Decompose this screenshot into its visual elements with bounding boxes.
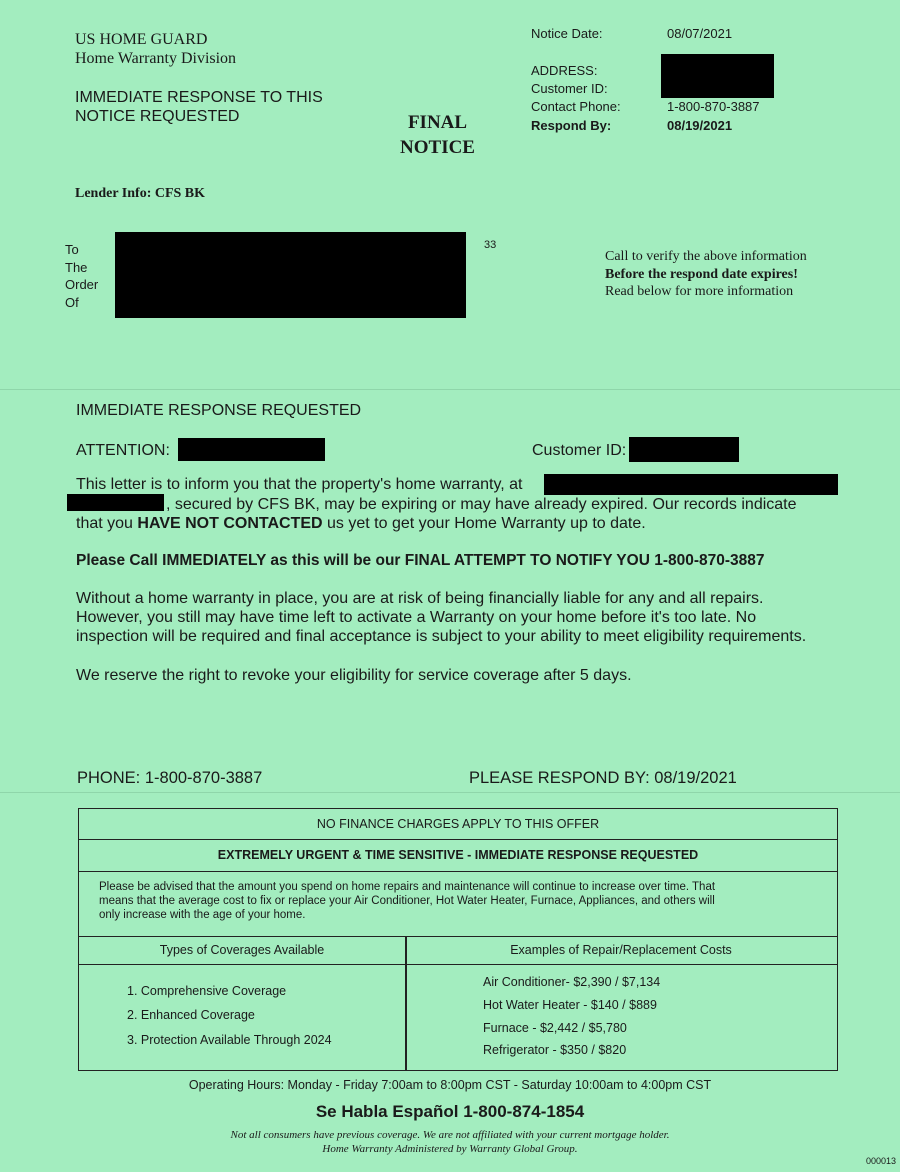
disclaimer bbox=[0, 1128, 900, 1156]
redacted-payee bbox=[115, 232, 466, 318]
respond-by-footer: PLEASE RESPOND BY: 08/19/2021 bbox=[469, 769, 737, 787]
notice-date-value: 08/07/2021 bbox=[667, 26, 733, 41]
customer-id-label: Customer ID: bbox=[531, 81, 608, 96]
perforation-line bbox=[0, 389, 900, 390]
redacted-customer-id bbox=[629, 437, 739, 462]
coverage-item-3: 3. Protection Available Through 2024 bbox=[127, 1033, 332, 1047]
contact-phone-label: Contact Phone: bbox=[531, 99, 621, 114]
paragraph-1-line-1: This letter is to inform you that the property's home warranty, at bbox=[76, 476, 523, 493]
paragraph-2-line-2: However, you still may have time left to activate a Warranty on your home before it's too late. No bbox=[76, 609, 757, 626]
paragraph-2 bbox=[76, 589, 846, 646]
cost-item-4: Refrigerator - $350 / $820 bbox=[483, 1043, 627, 1057]
attention-label: ATTENTION: bbox=[76, 442, 170, 459]
check-mark-number: 33 bbox=[484, 239, 497, 251]
redacted-attention-name bbox=[178, 438, 325, 461]
offer-box bbox=[78, 808, 838, 1071]
redacted-address bbox=[661, 54, 774, 98]
to-order-line-1: To bbox=[65, 242, 79, 257]
document-number: 000013 bbox=[866, 1156, 897, 1166]
no-finance-row bbox=[79, 809, 837, 840]
immediate-response-notice bbox=[75, 88, 323, 126]
coverage-item-1: 1. Comprehensive Coverage bbox=[127, 984, 287, 998]
perforation-line-2 bbox=[0, 792, 900, 793]
final-line-1: FINAL bbox=[407, 112, 468, 133]
advisory-line-1: Please be advised that the amount you spend on home repairs and maintenance will continue to increase over time. That bbox=[99, 881, 716, 893]
immediate-line-2: NOTICE REQUESTED bbox=[75, 108, 240, 125]
company-block bbox=[75, 30, 236, 68]
final-notice-title bbox=[380, 110, 495, 160]
repair-costs-header: Examples of Repair/Replacement Costs bbox=[510, 943, 732, 957]
coverage-item-2: 2. Enhanced Coverage bbox=[127, 1008, 255, 1022]
respond-by-value: 08/19/2021 bbox=[667, 118, 733, 133]
urgent-row bbox=[79, 840, 837, 872]
disclaimer-line-1: Not all consumers have previous coverage. We are not affiliated with your current mortgage holder. bbox=[230, 1129, 670, 1141]
p1-that-you: that you bbox=[76, 515, 133, 532]
column-divider bbox=[405, 937, 407, 1070]
company-name: US HOME GUARD bbox=[75, 31, 208, 48]
p1-not-contacted: HAVE NOT CONTACTED bbox=[137, 515, 323, 532]
paragraph-2-line-1: Without a home warranty in place, you are at risk of being financially liable for any and all repairs. bbox=[76, 590, 764, 607]
cost-item-3: Furnace - $2,442 / $5,780 bbox=[483, 1021, 627, 1035]
redacted-property-city bbox=[67, 494, 164, 511]
paragraph-3: We reserve the right to revoke your eligibility for service coverage after 5 days. bbox=[76, 667, 632, 684]
cost-item-1: Air Conditioner- $2,390 / $7,134 bbox=[483, 975, 661, 989]
notice-date-label: Notice Date: bbox=[531, 26, 603, 41]
cost-item-2: Hot Water Heater - $140 / $889 bbox=[483, 998, 657, 1012]
spanish-phone-line: Se Habla Español 1-800-874-1854 bbox=[315, 1102, 585, 1121]
advisory-line-3: only increase with the age of your home. bbox=[99, 909, 306, 921]
coverage-types-header: Types of Coverages Available bbox=[159, 943, 325, 957]
immediate-line-1: IMMEDIATE RESPONSE TO THIS bbox=[75, 89, 323, 106]
to-order-line-3: Order bbox=[65, 277, 99, 292]
to-the-order-of bbox=[65, 241, 98, 311]
call-immediately-line: Please Call IMMEDIATELY as this will be our FINAL ATTEMPT TO NOTIFY YOU 1-800-870-3887 bbox=[76, 552, 765, 569]
letter-customer-id-label: Customer ID: bbox=[532, 442, 627, 459]
call-info-line-2: Before the respond date expires! bbox=[605, 266, 798, 282]
to-order-line-4: Of bbox=[65, 294, 79, 310]
advisory-line-2: means that the average cost to fix or replace your Air Conditioner, Hot Water Heater, Furnace, Appliances, and others will bbox=[99, 895, 715, 907]
p1-get-warranty: us yet to get your Home Warranty up to date. bbox=[327, 515, 646, 532]
call-info-line-1: Call to verify the above information bbox=[605, 249, 807, 264]
final-line-2: NOTICE bbox=[400, 137, 475, 158]
respond-by-label: Respond By: bbox=[531, 118, 612, 133]
advisory-row bbox=[79, 872, 837, 937]
division-name: Home Warranty Division bbox=[75, 50, 237, 67]
call-info-line-3: Read below for more information bbox=[605, 284, 794, 299]
call-to-verify-block bbox=[605, 248, 807, 301]
paragraph-1-line-2: , secured by CFS BK, may be expiring or may have already expired. Our records indicate bbox=[166, 496, 797, 513]
lender-info: Lender Info: CFS BK bbox=[75, 186, 206, 201]
letter-heading: IMMEDIATE RESPONSE REQUESTED bbox=[76, 402, 362, 419]
disclaimer-line-2: Home Warranty Administered by Warranty Global Group. bbox=[322, 1143, 578, 1155]
redacted-property-address bbox=[544, 474, 838, 495]
coverage-header-row bbox=[79, 937, 837, 965]
no-finance-text: NO FINANCE CHARGES APPLY TO THIS OFFER bbox=[316, 817, 600, 831]
paragraph-1-line-3 bbox=[76, 514, 646, 533]
address-label: ADDRESS: bbox=[531, 63, 598, 78]
to-order-line-2: The bbox=[65, 259, 88, 275]
contact-phone-value: 1-800-870-3887 bbox=[667, 99, 760, 114]
urgent-text: EXTREMELY URGENT & TIME SENSITIVE - IMMEDIATE RESPONSE REQUESTED bbox=[217, 848, 699, 862]
paragraph-2-line-3: inspection will be required and final acceptance is subject to your ability to meet eligibility requirements. bbox=[76, 628, 807, 645]
operating-hours: Operating Hours: Monday - Friday 7:00am to 8:00pm CST - Saturday 10:00am to 4:00pm CST bbox=[188, 1078, 712, 1092]
phone-footer: PHONE: 1-800-870-3887 bbox=[77, 769, 263, 787]
